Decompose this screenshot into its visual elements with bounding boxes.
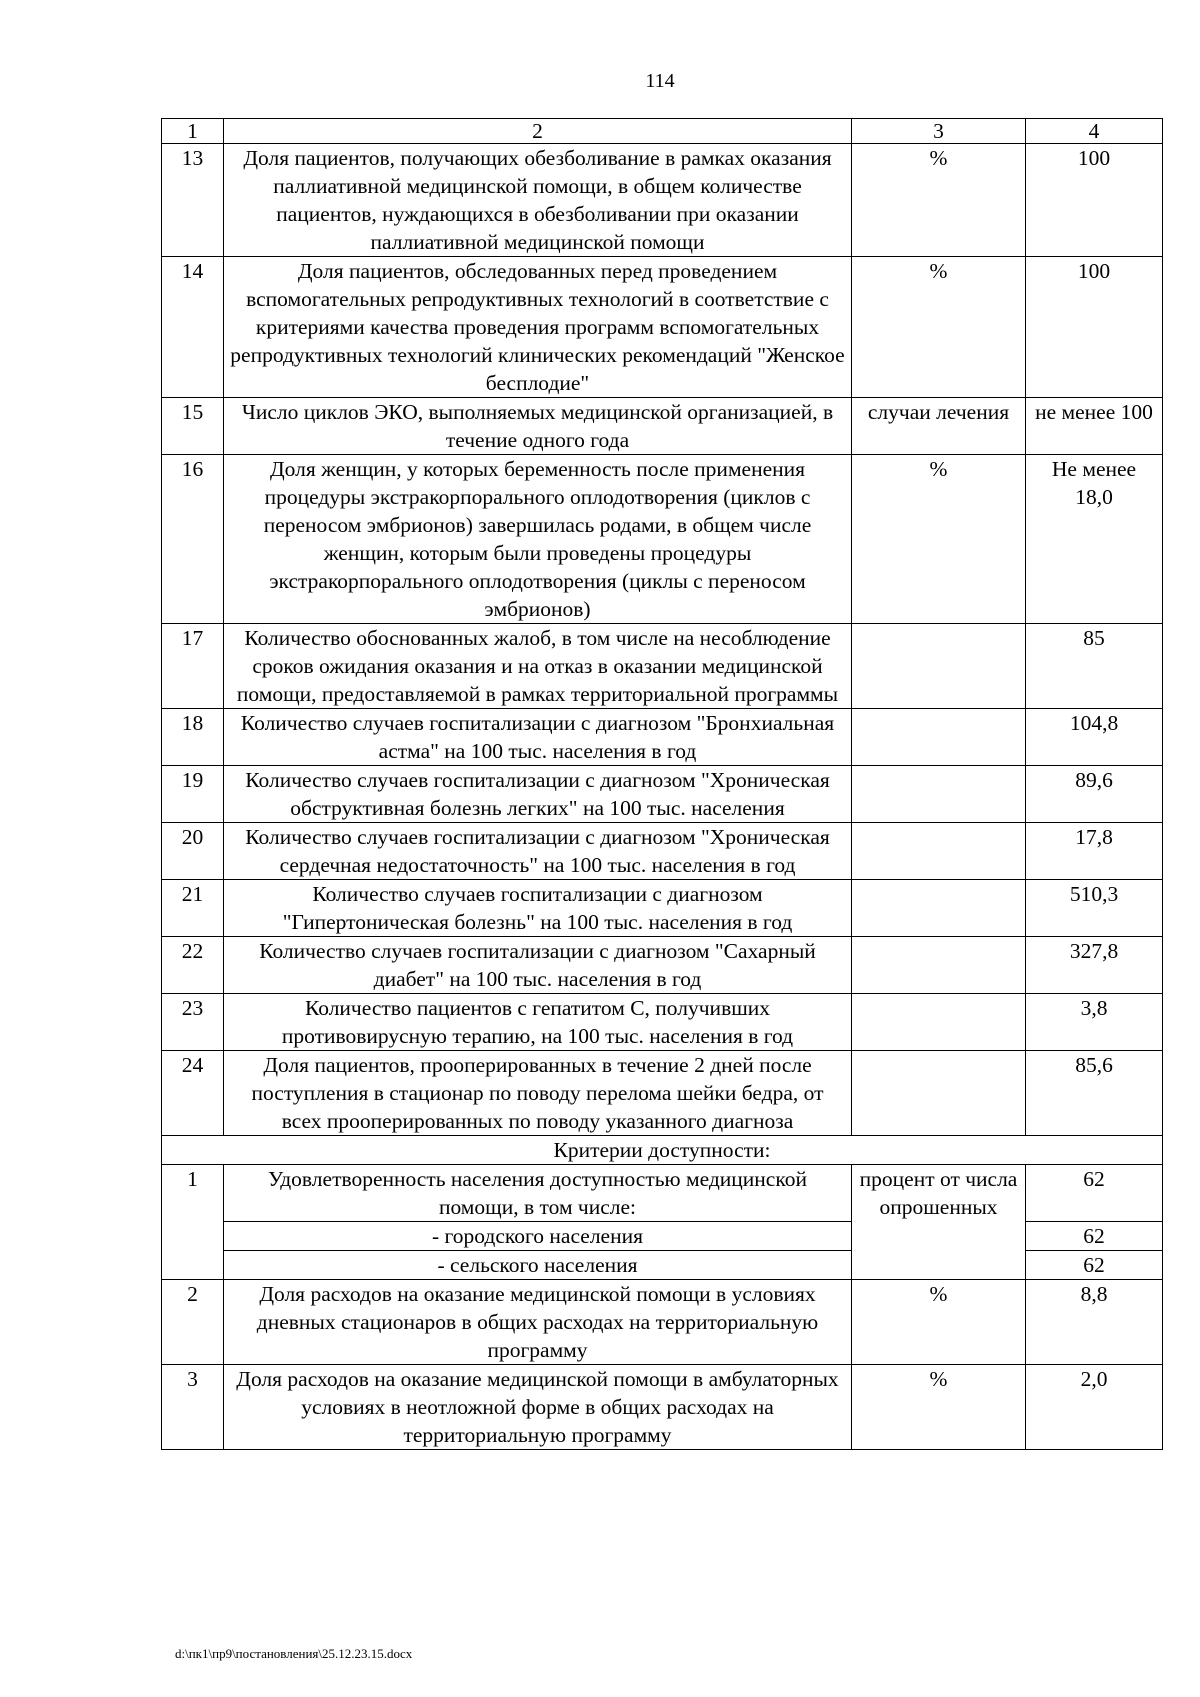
table-row [162, 937, 1163, 994]
row-number: 1 [162, 1165, 224, 1280]
header-cell-1: 1 [162, 119, 224, 144]
target-value: 3,8 [1026, 994, 1163, 1051]
section-row [162, 1136, 1163, 1165]
page-number: 114 [645, 70, 675, 92]
target-value: 2,0 [1026, 1365, 1163, 1450]
unit: процент от числа опрошенных [852, 1165, 1026, 1280]
indicator-name: Доля пациентов, обследованных перед проведением вспомогательных репродуктивных технологий в соответствие с критериями качества проведения программ вспомогательных репродуктивных технологий клинических рекомендаций "Женское бесплодие" [224, 257, 852, 398]
target-value: 62 [1026, 1165, 1163, 1222]
table-header-row [162, 119, 1163, 144]
unit [852, 880, 1026, 937]
row-number: 16 [162, 455, 224, 624]
row-number: 22 [162, 937, 224, 994]
row-number: 19 [162, 766, 224, 823]
indicator-name: Количество случаев госпитализации с диагнозом "Хроническая сердечная недостаточность" на 100 тыс. населения в год [224, 823, 852, 880]
indicator-name: Количество случаев госпитализации с диагнозом "Сахарный диабет" на 100 тыс. населения в год [224, 937, 852, 994]
unit [852, 709, 1026, 766]
target-value: Не менее 18,0 [1026, 455, 1163, 624]
row-number: 2 [162, 1280, 224, 1365]
table-row [162, 144, 1163, 257]
table-row [162, 994, 1163, 1051]
indicator-name: Количество пациентов с гепатитом С, получивших противовирусную терапию, на 100 тыс. населения в год [224, 994, 852, 1051]
target-value: 85,6 [1026, 1051, 1163, 1136]
indicator-name: Количество обоснованных жалоб, в том числе на несоблюдение сроков ожидания оказания и на отказ в оказании медицинской помощи, предоставляемой в рамках территориальной программы [224, 624, 852, 709]
indicator-name: Количество случаев госпитализации с диагнозом "Гипертоническая болезнь" на 100 тыс. населения в год [224, 880, 852, 937]
indicator-name: Доля расходов на оказание медицинской помощи в условиях дневных стационаров в общих расходах на территориальную программу [224, 1280, 852, 1365]
target-value: 100 [1026, 257, 1163, 398]
indicator-name: Количество случаев госпитализации с диагнозом "Бронхиальная астма" на 100 тыс. населения в год [224, 709, 852, 766]
unit: случаи лечения [852, 398, 1026, 455]
target-value: 62 [1026, 1222, 1163, 1251]
file-path-footer: d:\пк1\пр9\постановления\25.12.23.15.docx [175, 1646, 413, 1661]
table-row [162, 1280, 1163, 1365]
table-row [162, 1051, 1163, 1136]
row-number: 17 [162, 624, 224, 709]
indicator-name: Доля расходов на оказание медицинской помощи в амбулаторных условиях в неотложной форме в общих расходах на территориальную программу [224, 1365, 852, 1450]
table-row [162, 398, 1163, 455]
target-value: не менее 100 [1026, 398, 1163, 455]
row-number: 24 [162, 1051, 224, 1136]
target-value: 62 [1026, 1251, 1163, 1280]
criteria-table [161, 118, 1163, 1450]
unit [852, 994, 1026, 1051]
unit [852, 1051, 1026, 1136]
table-row [162, 624, 1163, 709]
target-value: 104,8 [1026, 709, 1163, 766]
row-number: 20 [162, 823, 224, 880]
header-cell-2: 2 [224, 119, 852, 144]
unit: % [852, 257, 1026, 398]
target-value: 8,8 [1026, 1280, 1163, 1365]
indicator-name: Доля пациентов, прооперированных в течение 2 дней после поступления в стационар по поводу перелома шейки бедра, от всех прооперированных по поводу указанного диагноза [224, 1051, 852, 1136]
table-row [162, 257, 1163, 398]
target-value: 510,3 [1026, 880, 1163, 937]
table-row [162, 709, 1163, 766]
target-value: 100 [1026, 144, 1163, 257]
indicator-subname-urban: - городского населения [224, 1222, 852, 1251]
table-row [162, 766, 1163, 823]
indicator-name: Количество случаев госпитализации с диагнозом "Хроническая обструктивная болезнь легких" на 100 тыс. населения [224, 766, 852, 823]
row-number: 3 [162, 1365, 224, 1450]
indicator-name: Число циклов ЭКО, выполняемых медицинской организацией, в течение одного года [224, 398, 852, 455]
table-row [162, 1365, 1163, 1450]
indicator-name: Доля пациентов, получающих обезболивание в рамках оказания паллиативной медицинской помощи, в общем количестве пациентов, нуждающихся в обезболивании при оказании паллиативной медицинской помощи [224, 144, 852, 257]
table-row [162, 880, 1163, 937]
header-cell-3: 3 [852, 119, 1026, 144]
row-number: 14 [162, 257, 224, 398]
target-value: 327,8 [1026, 937, 1163, 994]
row-number: 23 [162, 994, 224, 1051]
row-number: 15 [162, 398, 224, 455]
unit [852, 937, 1026, 994]
unit: % [852, 1280, 1026, 1365]
table-row [162, 1165, 1163, 1222]
section-title: Критерии доступности: [162, 1136, 1163, 1165]
row-number: 13 [162, 144, 224, 257]
row-number: 21 [162, 880, 224, 937]
indicator-name: Доля женщин, у которых беременность после применения процедуры экстракорпорального оплодотворения (циклов с переносом эмбрионов) завершилась родами, в общем числе женщин, которым были проведены процедуры экстракорпорального оплодотворения (циклы с переносом эмбрионов) [224, 455, 852, 624]
target-value: 85 [1026, 624, 1163, 709]
unit: % [852, 455, 1026, 624]
unit: % [852, 1365, 1026, 1450]
unit [852, 766, 1026, 823]
unit: % [852, 144, 1026, 257]
target-value: 17,8 [1026, 823, 1163, 880]
indicator-subname-rural: - сельского населения [224, 1251, 852, 1280]
indicator-name: Удовлетворенность населения доступностью медицинской помощи, в том числе: [224, 1165, 852, 1222]
row-number: 18 [162, 709, 224, 766]
table-row [162, 455, 1163, 624]
table-row [162, 823, 1163, 880]
unit [852, 823, 1026, 880]
unit [852, 624, 1026, 709]
header-cell-4: 4 [1026, 119, 1163, 144]
target-value: 89,6 [1026, 766, 1163, 823]
